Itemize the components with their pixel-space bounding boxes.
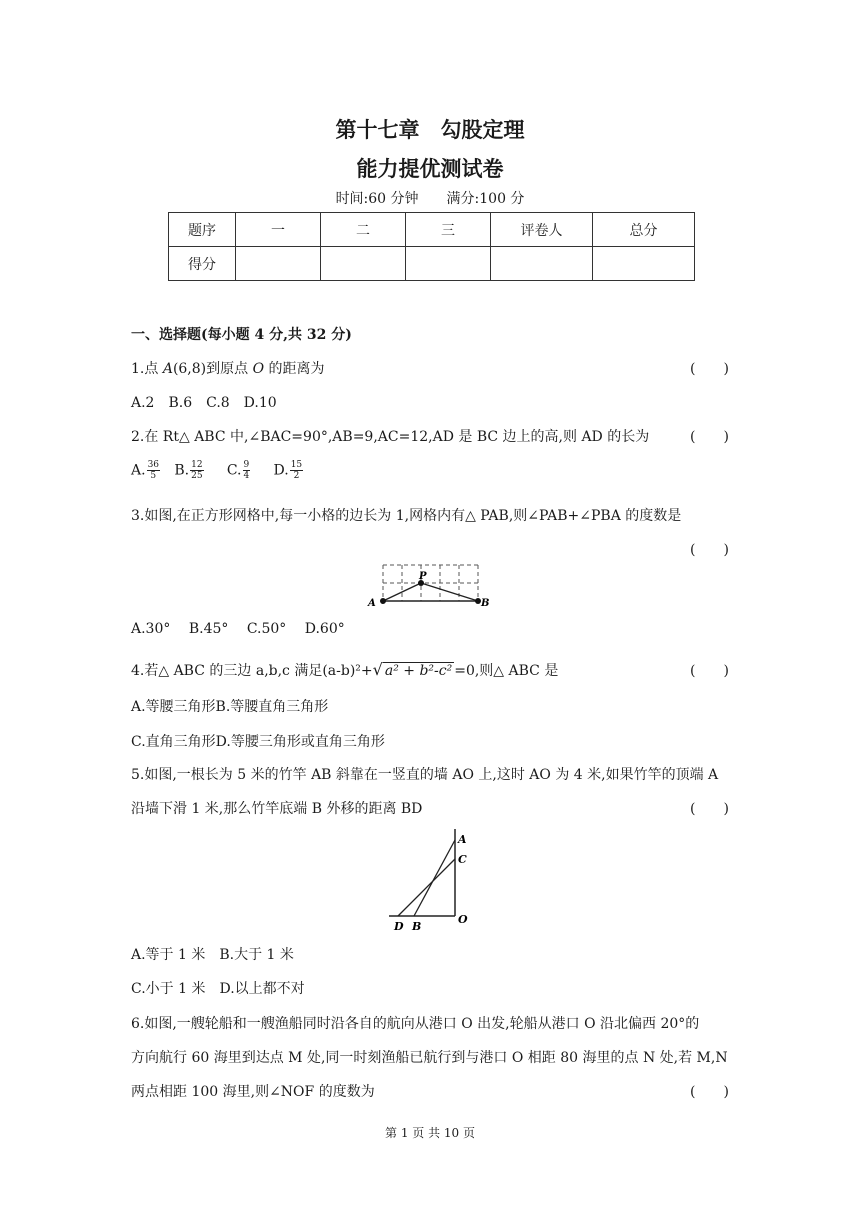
fraction: $\frac{12}{25}$ (191, 460, 203, 481)
point-label: D (394, 920, 404, 933)
score-input-cell[interactable] (593, 247, 695, 281)
score-table-score-row (169, 247, 695, 281)
score-table-cell: 题序 (169, 213, 236, 247)
time-info: 时间:60 分钟 满分:100 分 (335, 191, 525, 207)
question-6-stem: 两点相距 100 海里,则∠NOF 的度数为 (131, 1084, 375, 1100)
answer-blank[interactable]: ( ) (690, 542, 729, 558)
section-heading: 一、选择题(每小题 4 分,共 32 分) (131, 327, 352, 343)
score-row-label: 得分 (169, 247, 236, 281)
score-input-cell[interactable] (321, 247, 406, 281)
answer-blank[interactable]: ( ) (690, 801, 729, 817)
question-4-options: C.直角三角形D.等腰三角形或直角三角形 (131, 734, 385, 750)
score-input-cell[interactable] (491, 247, 593, 281)
ladder-wall-figure (385, 826, 475, 934)
sqrt-expression: a² + b²-c² (384, 663, 453, 679)
fraction: $\frac{36}{5}$ (147, 460, 160, 481)
question-1-stem: 1.点 A(6,8)到原点 O 的距离为 (131, 361, 325, 377)
page-footer: 第 1 页 共 10 页 (385, 1126, 475, 1140)
score-table-cell: 三 (406, 213, 491, 247)
score-input-cell[interactable] (236, 247, 321, 281)
question-2-options: A. $\frac{36}{5}$ B. $\frac{12}{25}$ C. $\frac{9}{4}$ D. $\frac{15}{2}$ (131, 460, 303, 481)
question-3-options: A.30° B.45° C.50° D.60° (131, 621, 345, 637)
question-5-stem: 沿墙下滑 1 米,那么竹竿底端 B 外移的距离 BD (131, 801, 423, 817)
question-2-stem: 2.在 Rt△ ABC 中,∠BAC=90°,AB=9,AC=12,AD 是 BC 边上的高,则 AD 的长为 (131, 429, 650, 445)
point-label: A (458, 833, 467, 846)
score-table-cell: 一 (236, 213, 321, 247)
question-3-stem: 3.如图,在正方形网格中,每一小格的边长为 1,网格内有△ PAB,则∠PAB+∠PBA 的度数是 (131, 508, 682, 524)
answer-blank[interactable]: ( ) (690, 429, 729, 445)
fraction: $\frac{15}{2}$ (290, 460, 303, 481)
score-table-cell: 总分 (593, 213, 695, 247)
answer-blank[interactable]: ( ) (690, 1084, 729, 1100)
point-label: A (368, 598, 376, 609)
question-4-options: A.等腰三角形B.等腰直角三角形 (131, 699, 329, 715)
triangle-grid-figure (365, 560, 495, 612)
answer-blank[interactable]: ( ) (690, 361, 729, 377)
question-5-stem: 5.如图,一根长为 5 米的竹竿 AB 斜靠在一竖直的墙 AO 上,这时 AO 为 4 米,如果竹竿的顶端 A (131, 767, 719, 783)
point-label: C (458, 853, 467, 866)
point-label: B (481, 598, 490, 609)
question-5-options: C.小于 1 米 D.以上都不对 (131, 981, 305, 997)
point-label: B (412, 920, 422, 933)
question-6-stem: 6.如图,一艘轮船和一艘渔船同时沿各自的航向从港口 O 出发,轮船从港口 O 沿北偏西 20°的 (131, 1016, 700, 1032)
question-5-options: A.等于 1 米 B.大于 1 米 (131, 947, 294, 963)
question-4-stem: 4.若△ ABC 的三边 a,b,c 满足(a-b)²+√ a² + b²-c² =0,则△ ABC 是 (131, 660, 559, 679)
score-table-cell: 评卷人 (491, 213, 593, 247)
score-input-cell[interactable] (406, 247, 491, 281)
point-label: P (419, 571, 427, 582)
point-label: O (458, 913, 468, 926)
test-title: 能力提优测试卷 (356, 156, 504, 181)
score-table-cell: 二 (321, 213, 406, 247)
fraction: $\frac{9}{4}$ (243, 460, 250, 481)
question-1-options: A.2 B.6 C.8 D.10 (131, 395, 277, 411)
chapter-title: 第十七章 勾股定理 (335, 117, 525, 142)
score-table-header-row (169, 213, 695, 247)
question-6-stem: 方向航行 60 海里到达点 M 处,同一时刻渔船已航行到与港口 O 相距 80 海里的点 N 处,若 M,N (131, 1050, 728, 1066)
answer-blank[interactable]: ( ) (690, 663, 729, 679)
score-table (168, 212, 695, 281)
